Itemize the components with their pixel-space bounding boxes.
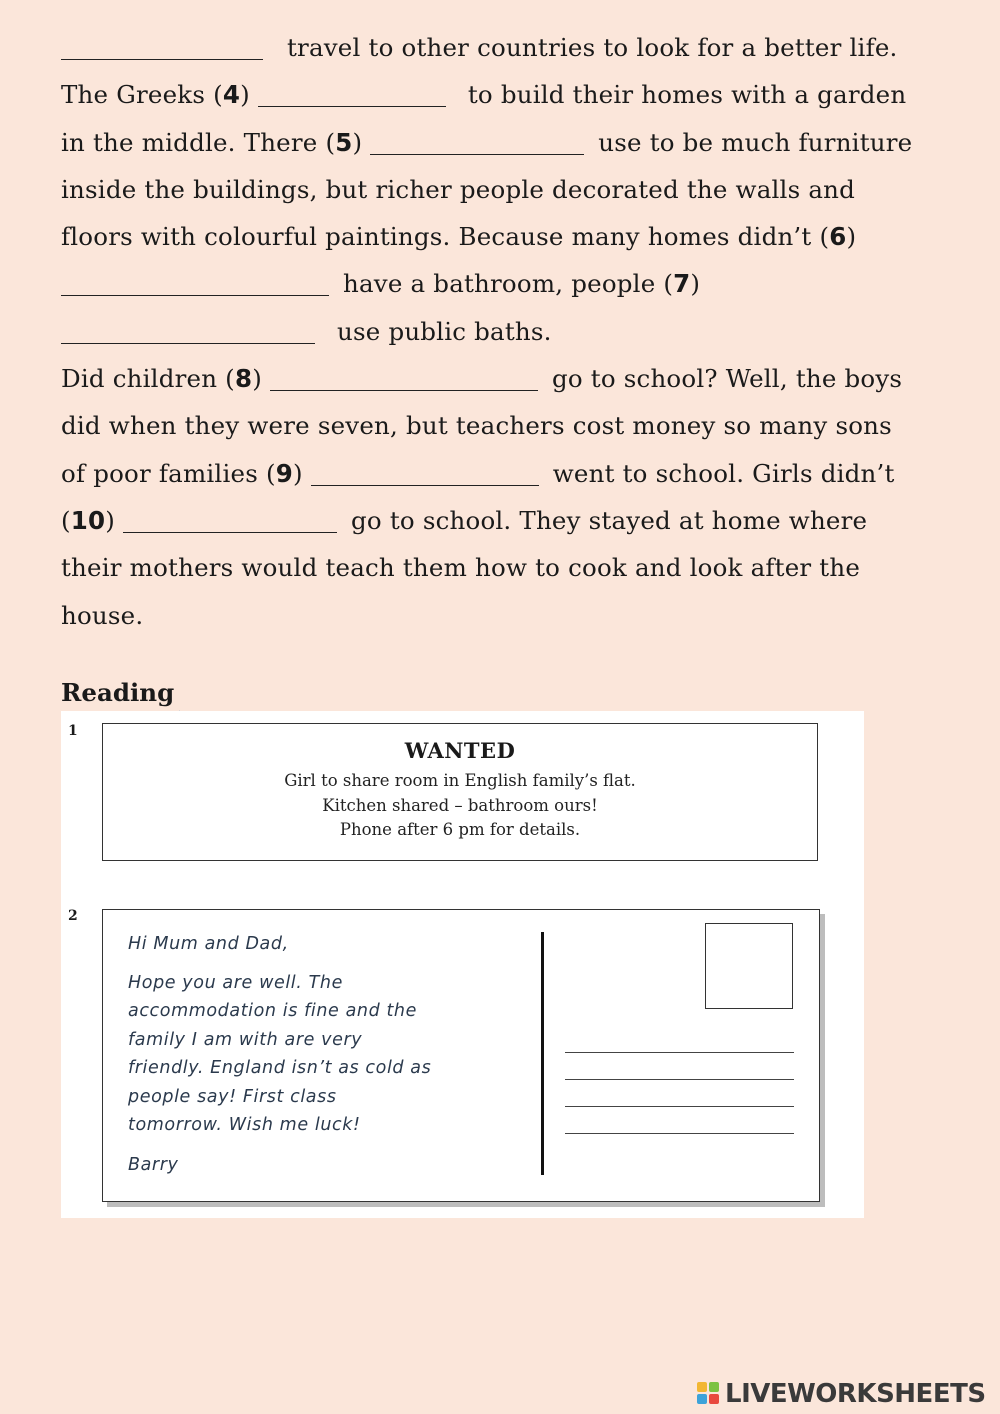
line-text: go to school. They stayed at home where: [351, 505, 868, 535]
question-number: 4: [222, 80, 241, 110]
liveworksheets-logo: [697, 1374, 986, 1414]
question-number: 9: [275, 458, 293, 488]
line-text: travel to other countries to look for a better life.: [287, 33, 898, 62]
answer-blank-9[interactable]: [311, 459, 539, 486]
answer-blank-7[interactable]: [61, 317, 315, 344]
passage-line: of poor families (9) went to school. Girls didn’t: [61, 458, 895, 488]
wanted-ad: [102, 723, 818, 861]
postcard-line: people say! First class: [128, 1086, 337, 1107]
postcard-line: friendly. England isn’t as cold as: [128, 1058, 432, 1079]
postcard: [102, 909, 820, 1202]
question-number: 7: [673, 269, 691, 299]
line-text: floors with colourful paintings. Because many homes didn’t (: [61, 222, 830, 252]
reading-panel: [61, 711, 864, 1218]
address-line: [565, 1079, 794, 1080]
answer-blank-3[interactable]: [61, 33, 263, 60]
postcard-message: [128, 930, 538, 1179]
postcard-signature: Barry: [128, 1155, 179, 1176]
question-number: 10: [70, 505, 106, 535]
passage-line: Did children (8) go to school? Well, the boys: [61, 364, 903, 394]
ad-line: Phone after 6 pm for details.: [339, 820, 581, 839]
line-text: did when they were seven, but teachers cost money so many sons: [61, 411, 892, 441]
address-line: [565, 1106, 794, 1107]
question-number: 5: [335, 127, 353, 157]
passage-line: [61, 308, 961, 355]
question-number: 8: [234, 364, 253, 394]
address-line: [565, 1052, 794, 1053]
passage-line: [61, 544, 961, 591]
passage-line: have a bathroom, people (7): [61, 260, 961, 307]
passage: [61, 24, 961, 639]
address-line: [565, 1133, 794, 1134]
reading-heading: Reading: [61, 678, 175, 707]
logo-icon: [697, 1382, 723, 1406]
passage-line: [61, 592, 961, 639]
answer-blank-10[interactable]: [123, 506, 337, 533]
passage-line: (10) go to school. They stayed at home where: [61, 505, 868, 535]
passage-line: [61, 402, 961, 449]
postcard-line: family I am with are very: [128, 1029, 363, 1050]
line-text: Did children (: [61, 364, 235, 394]
line-text: inside the buildings, but richer people decorated the walls and: [61, 174, 856, 204]
postcard-greeting: Hi Mum and Dad,: [128, 934, 289, 954]
line-text: use public baths.: [337, 316, 552, 346]
question-number: 6: [829, 222, 847, 252]
line-text: have a bathroom, people (: [343, 269, 674, 299]
passage-line: The Greeks (4) to build their homes with a garden: [61, 80, 907, 110]
ad-title: WANTED: [404, 738, 516, 763]
ad-line: Girl to share room in English family’s flat.: [284, 771, 636, 790]
line-text: go to school? Well, the boys: [551, 364, 903, 394]
logo-text: LIVEWORKSHEETS: [725, 1379, 986, 1409]
line-text: house.: [61, 600, 144, 630]
passage-line: [61, 166, 961, 213]
line-text: (: [61, 505, 71, 535]
postcard-line: tomorrow. Wish me luck!: [128, 1115, 361, 1136]
line-text: to build their homes with a garden: [467, 80, 907, 110]
line-text: went to school. Girls didn’t: [552, 458, 895, 488]
item-number-2: 2: [68, 908, 78, 924]
answer-blank-5[interactable]: [370, 128, 584, 155]
postcard-divider: [541, 932, 544, 1175]
stamp-box: [705, 923, 793, 1009]
answer-blank-8[interactable]: [270, 364, 538, 391]
passage-line: [61, 24, 961, 71]
answer-blank-6[interactable]: [61, 269, 329, 296]
line-text: The Greeks (: [61, 80, 223, 110]
ad-line: Kitchen shared – bathroom ours!: [322, 795, 598, 815]
line-text: in the middle. There (: [61, 127, 336, 157]
line-text: use to be much furniture: [598, 127, 913, 157]
item-number-1: 1: [68, 723, 78, 739]
answer-blank-4[interactable]: [258, 80, 446, 107]
postcard-line: accommodation is fine and the: [128, 1001, 417, 1022]
line-text: of poor families (: [61, 458, 276, 488]
passage-line: in the middle. There (5) use to be much furniture: [61, 127, 913, 157]
line-text: their mothers would teach them how to cook and look after the: [61, 553, 861, 583]
postcard-line: Hope you are well. The: [128, 973, 343, 993]
passage-line: floors with colourful paintings. Because many homes didn’t (6): [61, 222, 857, 252]
